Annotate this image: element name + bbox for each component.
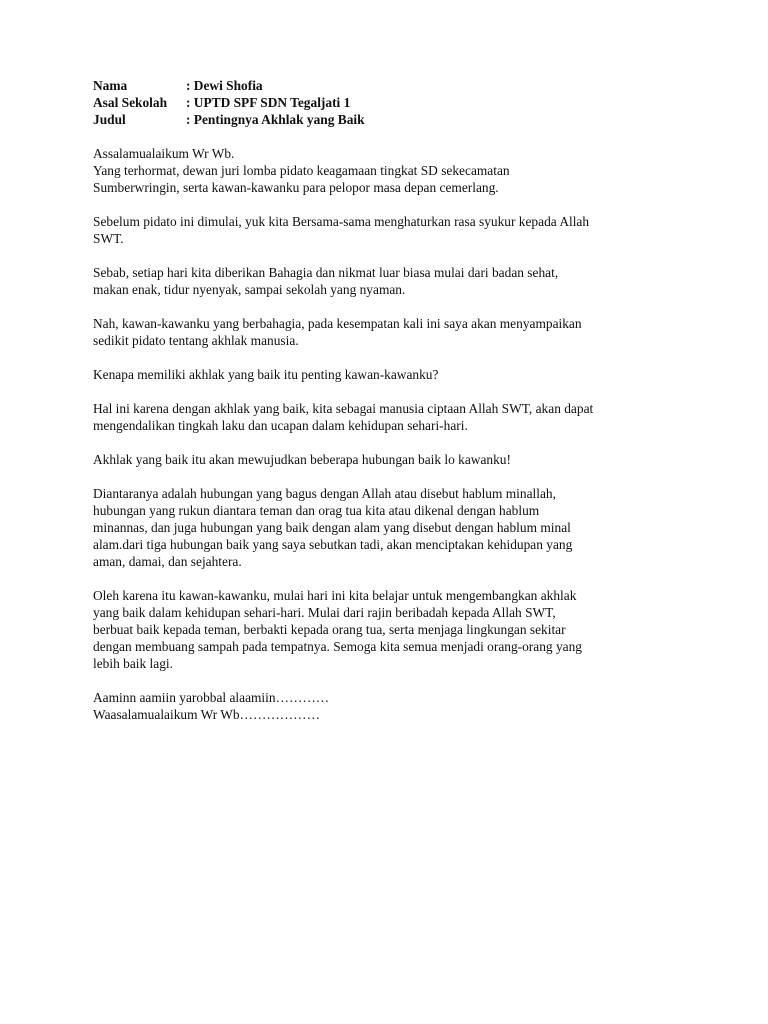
paragraph-line: SWT. <box>93 231 124 246</box>
paragraph-line: dengan membuang sampah pada tempatnya. Semoga kita semua menjadi orang-orang yang <box>93 639 582 654</box>
paragraph-line: minannas, dan juga hubungan yang baik dengan alam yang disebut dengan hablum minal <box>93 520 571 535</box>
header-value: : Pentingnya Akhlak yang Baik <box>186 112 365 127</box>
speech-paragraph <box>93 264 693 298</box>
paragraph-line: Diantaranya adalah hubungan yang bagus dengan Allah atau disebut hablum minallah, <box>93 486 556 501</box>
paragraph-line: Assalamualaikum Wr Wb. <box>93 146 235 161</box>
header-label: Nama <box>93 78 128 93</box>
speech-paragraph <box>93 689 693 723</box>
header-row-asal-sekolah <box>93 94 693 111</box>
document-page <box>93 77 693 740</box>
speech-paragraph <box>93 366 693 383</box>
paragraph-line: Yang terhormat, dewan juri lomba pidato keagamaan tingkat SD sekecamatan <box>93 163 510 178</box>
paragraph-line: Waasalamualaikum Wr Wb……………… <box>93 707 320 722</box>
speech-paragraph <box>93 400 693 434</box>
paragraph-line: yang baik dalam kehidupan sehari-hari. Mulai dari rajin beribadah kepada Allah SWT, <box>93 605 556 620</box>
paragraph-line: Sebab, setiap hari kita diberikan Bahagia dan nikmat luar biasa mulai dari badan sehat, <box>93 265 559 280</box>
paragraph-line: makan enak, tidur nyenyak, sampai sekolah yang nyaman. <box>93 282 406 297</box>
paragraph-line: Aaminn aamiin yarobbal alaamiin………… <box>93 690 330 705</box>
speech-paragraph <box>93 587 693 672</box>
paragraph-line: hubungan yang rukun diantara teman dan orag tua kita atau dikenal dengan hablum <box>93 503 540 518</box>
header-label: Asal Sekolah <box>93 95 168 110</box>
speech-paragraph <box>93 213 693 247</box>
paragraph-line: Sumberwringin, serta kawan-kawanku para pelopor masa depan cemerlang. <box>93 180 499 195</box>
paragraph-line: lebih baik lagi. <box>93 656 173 671</box>
paragraph-line: Hal ini karena dengan akhlak yang baik, kita sebagai manusia ciptaan Allah SWT, akan dapat <box>93 401 594 416</box>
header-row-nama <box>93 77 693 94</box>
paragraph-line: Nah, kawan-kawanku yang berbahagia, pada kesempatan kali ini saya akan menyampaikan <box>93 316 582 331</box>
paragraph-line: sedikit pidato tentang akhlak manusia. <box>93 333 299 348</box>
paragraph-line: mengendalikan tingkah laku dan ucapan dalam kehidupan sehari-hari. <box>93 418 468 433</box>
paragraph-line: Sebelum pidato ini dimulai, yuk kita Bersama-sama menghaturkan rasa syukur kepada Allah <box>93 214 590 229</box>
paragraph-line: berbuat baik kepada teman, berbakti kepada orang tua, serta menjaga lingkungan sekitar <box>93 622 566 637</box>
paragraph-line: alam.dari tiga hubungan baik yang saya sebutkan tadi, akan menciptakan kehidupan yang <box>93 537 573 552</box>
paragraph-line: aman, damai, dan sejahtera. <box>93 554 242 569</box>
paragraph-line: Oleh karena itu kawan-kawanku, mulai hari ini kita belajar untuk mengembangkan akhlak <box>93 588 577 603</box>
header-value: : Dewi Shofia <box>186 78 263 93</box>
speech-paragraph <box>93 451 693 468</box>
header-label: Judul <box>93 112 126 127</box>
paragraph-line: Akhlak yang baik itu akan mewujudkan beberapa hubungan baik lo kawanku! <box>93 452 511 467</box>
paragraph-line: Kenapa memiliki akhlak yang baik itu penting kawan-kawanku? <box>93 367 439 382</box>
speech-paragraph <box>93 145 693 196</box>
header-row-judul <box>93 111 693 128</box>
header-block <box>93 77 693 128</box>
header-value: : UPTD SPF SDN Tegaljati 1 <box>186 95 351 110</box>
speech-paragraph <box>93 315 693 349</box>
speech-paragraph <box>93 485 693 570</box>
speech-body <box>93 145 693 723</box>
